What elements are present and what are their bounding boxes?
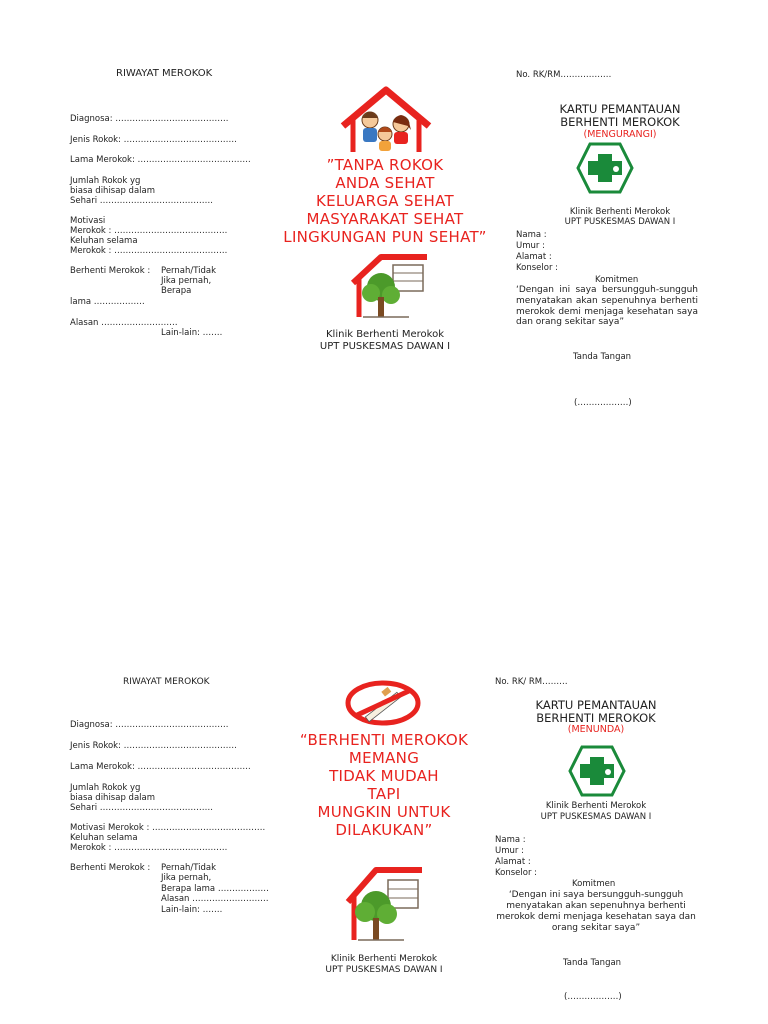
clinic-name: Klinik Berhenti Merokok	[545, 801, 647, 811]
clinic-name: Klinik Berhenti Merokok	[569, 207, 671, 217]
motivasi-line1: Motivasi	[70, 216, 106, 226]
slogan-line: MUNGKIN UNTUK	[317, 803, 451, 821]
jenis-rokok-field: Jenis Rokok: ………………………………….	[70, 741, 237, 751]
family-house-icon	[337, 86, 435, 156]
alamat-field: Alamat :	[495, 857, 531, 867]
lama-berhenti: lama ………………	[70, 297, 145, 307]
jumlah-rokok-line3: Sehari ………………………………….	[70, 196, 213, 206]
clinic-unit: UPT PUSKESMAS DAWAN I	[540, 812, 652, 822]
berhenti-val1: Pernah/Tidak	[161, 266, 217, 276]
no-rk-rm: No. RK/ RM………	[495, 677, 568, 687]
signature-line: (………………)	[574, 398, 632, 408]
jenis-rokok-field: Jenis Rokok: ………………………………….	[70, 135, 237, 145]
slogan-line: ANDA SEHAT	[335, 174, 435, 192]
komitmen-label: Komitmen	[572, 879, 616, 889]
keluhan-line1: Keluhan selama	[70, 833, 138, 843]
keluhan-line1: Keluhan selama	[70, 236, 138, 246]
jumlah-rokok-line2: biasa dihisap dalam	[70, 793, 155, 803]
riwayat-title: RIWAYAT MEROKOK	[123, 677, 210, 687]
card-title-line1: KARTU PEMANTAUAN	[535, 698, 657, 712]
slogan-line: “BERHENTI MEROKOK	[299, 731, 469, 749]
berhenti-val3: Berapa	[161, 286, 192, 296]
riwayat-title: RIWAYAT MEROKOK	[116, 68, 213, 79]
slogan-line: MASYARAKAT SEHAT	[306, 210, 464, 228]
jumlah-rokok-line3: Sehari ………………………………….	[70, 803, 213, 813]
nama-field: Nama :	[495, 835, 526, 845]
berhenti-val2: Jika pernah,	[161, 873, 212, 883]
alasan-field: Alasan ………………………	[161, 894, 269, 904]
no-smoking-icon	[345, 680, 421, 726]
keluhan-line2: Merokok : ………………………………….	[70, 843, 228, 853]
konselor-field: Konselor :	[516, 263, 559, 273]
card-title-line2: BERHENTI MEROKOK	[536, 711, 656, 725]
lain-lain-field: Lain-lain: …….	[161, 905, 223, 915]
lama-merokok-field: Lama Merokok: ………………………………….	[70, 762, 251, 772]
diagnosa-field: Diagnosa: ………………………………….	[70, 114, 229, 124]
signature-label: Tanda Tangan	[563, 958, 622, 968]
umur-field: Umur :	[516, 241, 545, 251]
clinic-unit-top: UPT PUSKESMAS DAWAN I	[319, 341, 451, 352]
signature-line: (………………)	[564, 992, 622, 1002]
signature-label: Tanda Tangan	[573, 352, 632, 362]
lama-merokok-field: Lama Merokok: ………………………………….	[70, 155, 251, 165]
slogan-line: MEMANG	[348, 749, 420, 767]
slogan-line: TIDAK MUDAH	[329, 767, 439, 785]
berhenti-val2: Jika pernah,	[161, 276, 212, 286]
diagnosa-field: Diagnosa: ………………………………….	[70, 720, 229, 730]
commitment-statement: ‘Dengan ini saya bersungguh-sungguh menyatakan akan sepenuhnya berhenti merokok demi menjaga kesehatan saya dan orang sekitar saya”	[516, 285, 698, 328]
berhenti-val1: Pernah/Tidak	[161, 863, 217, 873]
jumlah-rokok-line1: Jumlah Rokok yg	[70, 176, 141, 186]
clinic-name-top: Klinik Berhenti Merokok	[326, 329, 444, 340]
slogan-top	[272, 156, 498, 246]
nama-field: Nama :	[516, 230, 547, 240]
lain-lain-field: Lain-lain: …….	[161, 328, 223, 338]
house-tree-icon	[347, 249, 431, 321]
clinic-unit: UPT PUSKESMAS DAWAN I	[564, 217, 676, 227]
motivasi-line2: Merokok : ………………………………….	[70, 226, 228, 236]
jumlah-rokok-line2: biasa dihisap dalam	[70, 186, 155, 196]
slogan-line: LINGKUNGAN PUN SEHAT”	[283, 228, 487, 246]
keluhan-line2: Merokok : ………………………………….	[70, 246, 228, 256]
berhenti-label: Berhenti Merokok :	[70, 863, 151, 873]
umur-field: Umur :	[495, 846, 524, 856]
slogan-line: KELUARGA SEHAT	[316, 192, 454, 210]
commitment-statement: ‘Dengan ini saya bersungguh-sungguh menyatakan akan sepenuhnya berhenti merokok demi menjaga kesehatan saya dan orang sekitar saya”	[496, 890, 696, 933]
slogan-line: DILAKUKAN”	[335, 821, 433, 839]
card-subtitle: (MENUNDA)	[567, 724, 625, 735]
berhenti-val3: Berapa lama ………………	[161, 884, 269, 894]
slogan-line: TAPI	[367, 785, 401, 803]
card-subtitle: (MENGURANGI)	[583, 129, 657, 140]
house-tree-icon	[342, 862, 426, 944]
card-title-line1: KARTU PEMANTAUAN	[559, 102, 681, 116]
motivasi-field: Motivasi Merokok : ………………………………….	[70, 823, 266, 833]
clinic-unit-bottom: UPT PUSKESMAS DAWAN I	[325, 965, 443, 975]
clinic-name-bottom: Klinik Berhenti Merokok	[330, 954, 438, 964]
puskesmas-logo-icon	[576, 142, 634, 194]
slogan-bottom	[285, 731, 483, 839]
slogan-line: ”TANPA ROKOK	[326, 156, 444, 174]
berhenti-label: Berhenti Merokok :	[70, 266, 151, 276]
konselor-field: Konselor :	[495, 868, 538, 878]
alasan-field: Alasan ………………………	[70, 318, 178, 328]
komitmen-label: Komitmen	[595, 275, 639, 285]
card-title-line2: BERHENTI MEROKOK	[560, 115, 680, 129]
jumlah-rokok-line1: Jumlah Rokok yg	[70, 783, 141, 793]
alamat-field: Alamat :	[516, 252, 552, 262]
puskesmas-logo-icon	[567, 745, 627, 797]
no-rk-rm: No. RK/RM………………	[516, 70, 612, 80]
